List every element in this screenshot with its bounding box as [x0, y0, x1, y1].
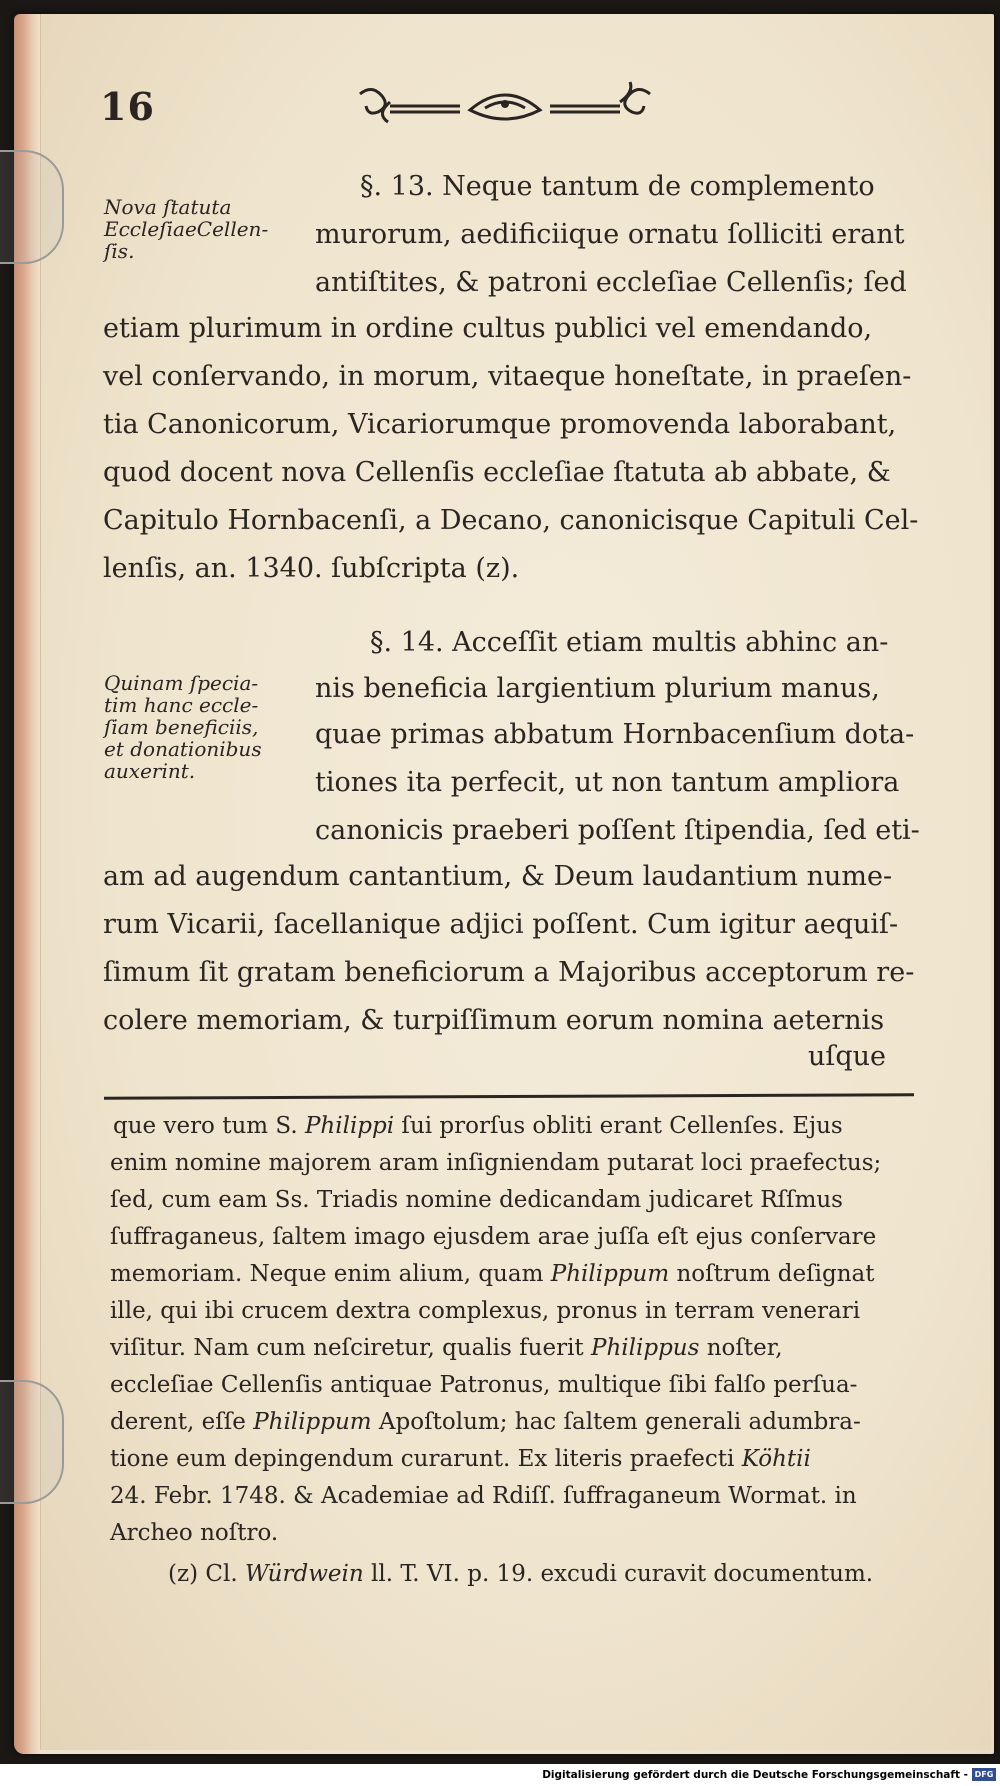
page-number: 16: [100, 84, 155, 129]
footnote-text: Archeo noſtro.: [110, 1520, 279, 1546]
footnote-line: [110, 1441, 811, 1477]
footnote-italic-name: Philippum: [253, 1409, 372, 1435]
footnote-italic-name: Köhtii: [741, 1446, 811, 1472]
margin-note-line: auxerint.: [104, 759, 196, 783]
section-14-line: am ad augendum cantantium, & Deum laudantium nume-: [103, 861, 893, 892]
digitization-footer: [0, 1764, 1000, 1786]
margin-note-line: EccleſiaeCellen-: [104, 217, 269, 241]
margin-note-line: Nova ſtatuta: [104, 195, 232, 219]
binding-clip: [0, 1380, 64, 1504]
margin-note-line: ſis.: [104, 239, 135, 263]
section-13-line: lenſis, an. 1340. ſubſcripta (z).: [103, 553, 520, 584]
footnote-line: [113, 1108, 843, 1144]
footnote-line: [110, 1145, 881, 1181]
footnote-text: noſter,: [699, 1335, 783, 1361]
section-13-line: etiam plurimum in ordine cultus publici vel emendando,: [103, 313, 873, 344]
section-14-line: quae primas abbatum Hornbacenſium dota-: [315, 719, 915, 750]
margin-note-line: Quinam ſpecia-: [104, 671, 259, 695]
footnote-text: enim nomine majorem aram inſigniendam putarat loci praefectus;: [110, 1150, 882, 1176]
section-13-line: vel conſervando, in morum, vitaeque honeſtate, in praeſen-: [103, 361, 912, 392]
dfg-logo: DFG: [972, 1768, 996, 1781]
catchword: uſque: [808, 1041, 887, 1072]
footnote-text: ſuffraganeus, ſaltem imago ejusdem arae juſſa eſt ejus conſervare: [110, 1224, 877, 1250]
section-13-line: tia Canonicorum, Vicariorumque promovenda laborabant,: [103, 409, 897, 440]
footnote-line: [110, 1256, 875, 1292]
footnote-text: ſui prorſus obliti erant Cellenſes. Ejus: [394, 1113, 843, 1139]
section-14-line: ſimum ſit gratam beneficiorum a Majoribus acceptorum re-: [103, 957, 915, 988]
footnote-text: noſtrum deſignat: [669, 1261, 875, 1287]
section-13-line: quod docent nova Cellenſis eccleſiae ſtatuta ab abbate, &: [103, 457, 891, 488]
footer-credit: Digitalisierung gefördert durch die Deutsche Forschungsgemeinschaft -: [542, 1769, 968, 1781]
section-13-line: §. 13. Neque tantum de complemento: [360, 171, 875, 202]
margin-note-line: et donationibus: [104, 737, 262, 761]
section-14-line: rum Vicarii, ſacellanique adjici poſſent. Cum igitur aequiſ-: [103, 909, 899, 940]
footnote-line: [110, 1293, 860, 1329]
footnote-text: ll. T. VI. p. 19. excudi curavit documentum.: [363, 1561, 874, 1587]
section-14-line: tiones ita perfecit, ut non tantum ampliora: [315, 767, 900, 798]
footnote-italic-name: Philippum: [550, 1261, 670, 1287]
footnote-line: [110, 1515, 278, 1551]
footnote-text: 24. Febr. 1748. & Academiae ad Rdiſſ. ſuffraganeum Wormat. in: [110, 1483, 857, 1509]
margin-note-line: ſiam beneficiis,: [104, 715, 259, 739]
footnote-line: [110, 1182, 843, 1218]
footnote-text: memoriam. Neque enim alium, quam: [110, 1261, 551, 1287]
footnote-text: (z) Cl.: [168, 1561, 245, 1587]
margin-note-2: [104, 672, 262, 782]
footnote-text: viſitur. Nam cum neſciretur, qualis fuerit: [110, 1335, 591, 1361]
footnote-text: tione eum depingendum curarunt. Ex literis praefecti: [110, 1446, 742, 1472]
section-14-line: §. 14. Acceſſit etiam multis abhinc an-: [370, 627, 889, 658]
section-13-line: Capitulo Hornbacenſi, a Decano, canonicisque Capituli Cel-: [103, 505, 919, 536]
section-14-line: colere memoriam, & turpiſſimum eorum nomina aeternis: [103, 1005, 885, 1036]
footnote-text: que vero tum S.: [113, 1113, 305, 1139]
header-ornament: [350, 80, 660, 128]
section-14-line: canonicis praeberi poſſent ſtipendia, ſed eti-: [315, 815, 920, 846]
footnote-italic-name: Würdwein: [244, 1561, 364, 1587]
footnote-line: [110, 1330, 783, 1366]
footnote-italic-name: Philippi: [304, 1113, 395, 1139]
footnote-text: Apoſtolum; hac ſaltem generali adumbra-: [371, 1409, 861, 1435]
margin-note-line: tim hanc eccle-: [104, 693, 259, 717]
footnote-line: [110, 1404, 861, 1440]
footnote-line: [110, 1367, 857, 1403]
binding-clip: [0, 150, 64, 264]
section-13-line: murorum, aedificiique ornatu ſolliciti erant: [315, 219, 905, 250]
section-13-line: antiſtites, & patroni eccleſiae Cellenſis; ſed: [315, 267, 907, 298]
footnote-line: [110, 1219, 876, 1255]
footnote-text: ſed, cum eam Ss. Triadis nomine dedicandam judicaret Rſſmus: [110, 1187, 843, 1213]
footnote-line: [110, 1478, 857, 1514]
margin-note-1: [104, 196, 268, 262]
footnote-text: eccleſiae Cellenſis antiquae Patronus, multique ſibi falſo perſua-: [110, 1372, 858, 1398]
footnote-line: [168, 1556, 873, 1592]
footnote-text: ille, qui ibi crucem dextra complexus, pronus in terram venerari: [110, 1298, 861, 1324]
section-14-line: nis beneficia largientium plurium manus,: [315, 673, 880, 704]
footnote-text: derent, eſſe: [110, 1409, 254, 1435]
footnote-italic-name: Philippus: [590, 1335, 700, 1361]
